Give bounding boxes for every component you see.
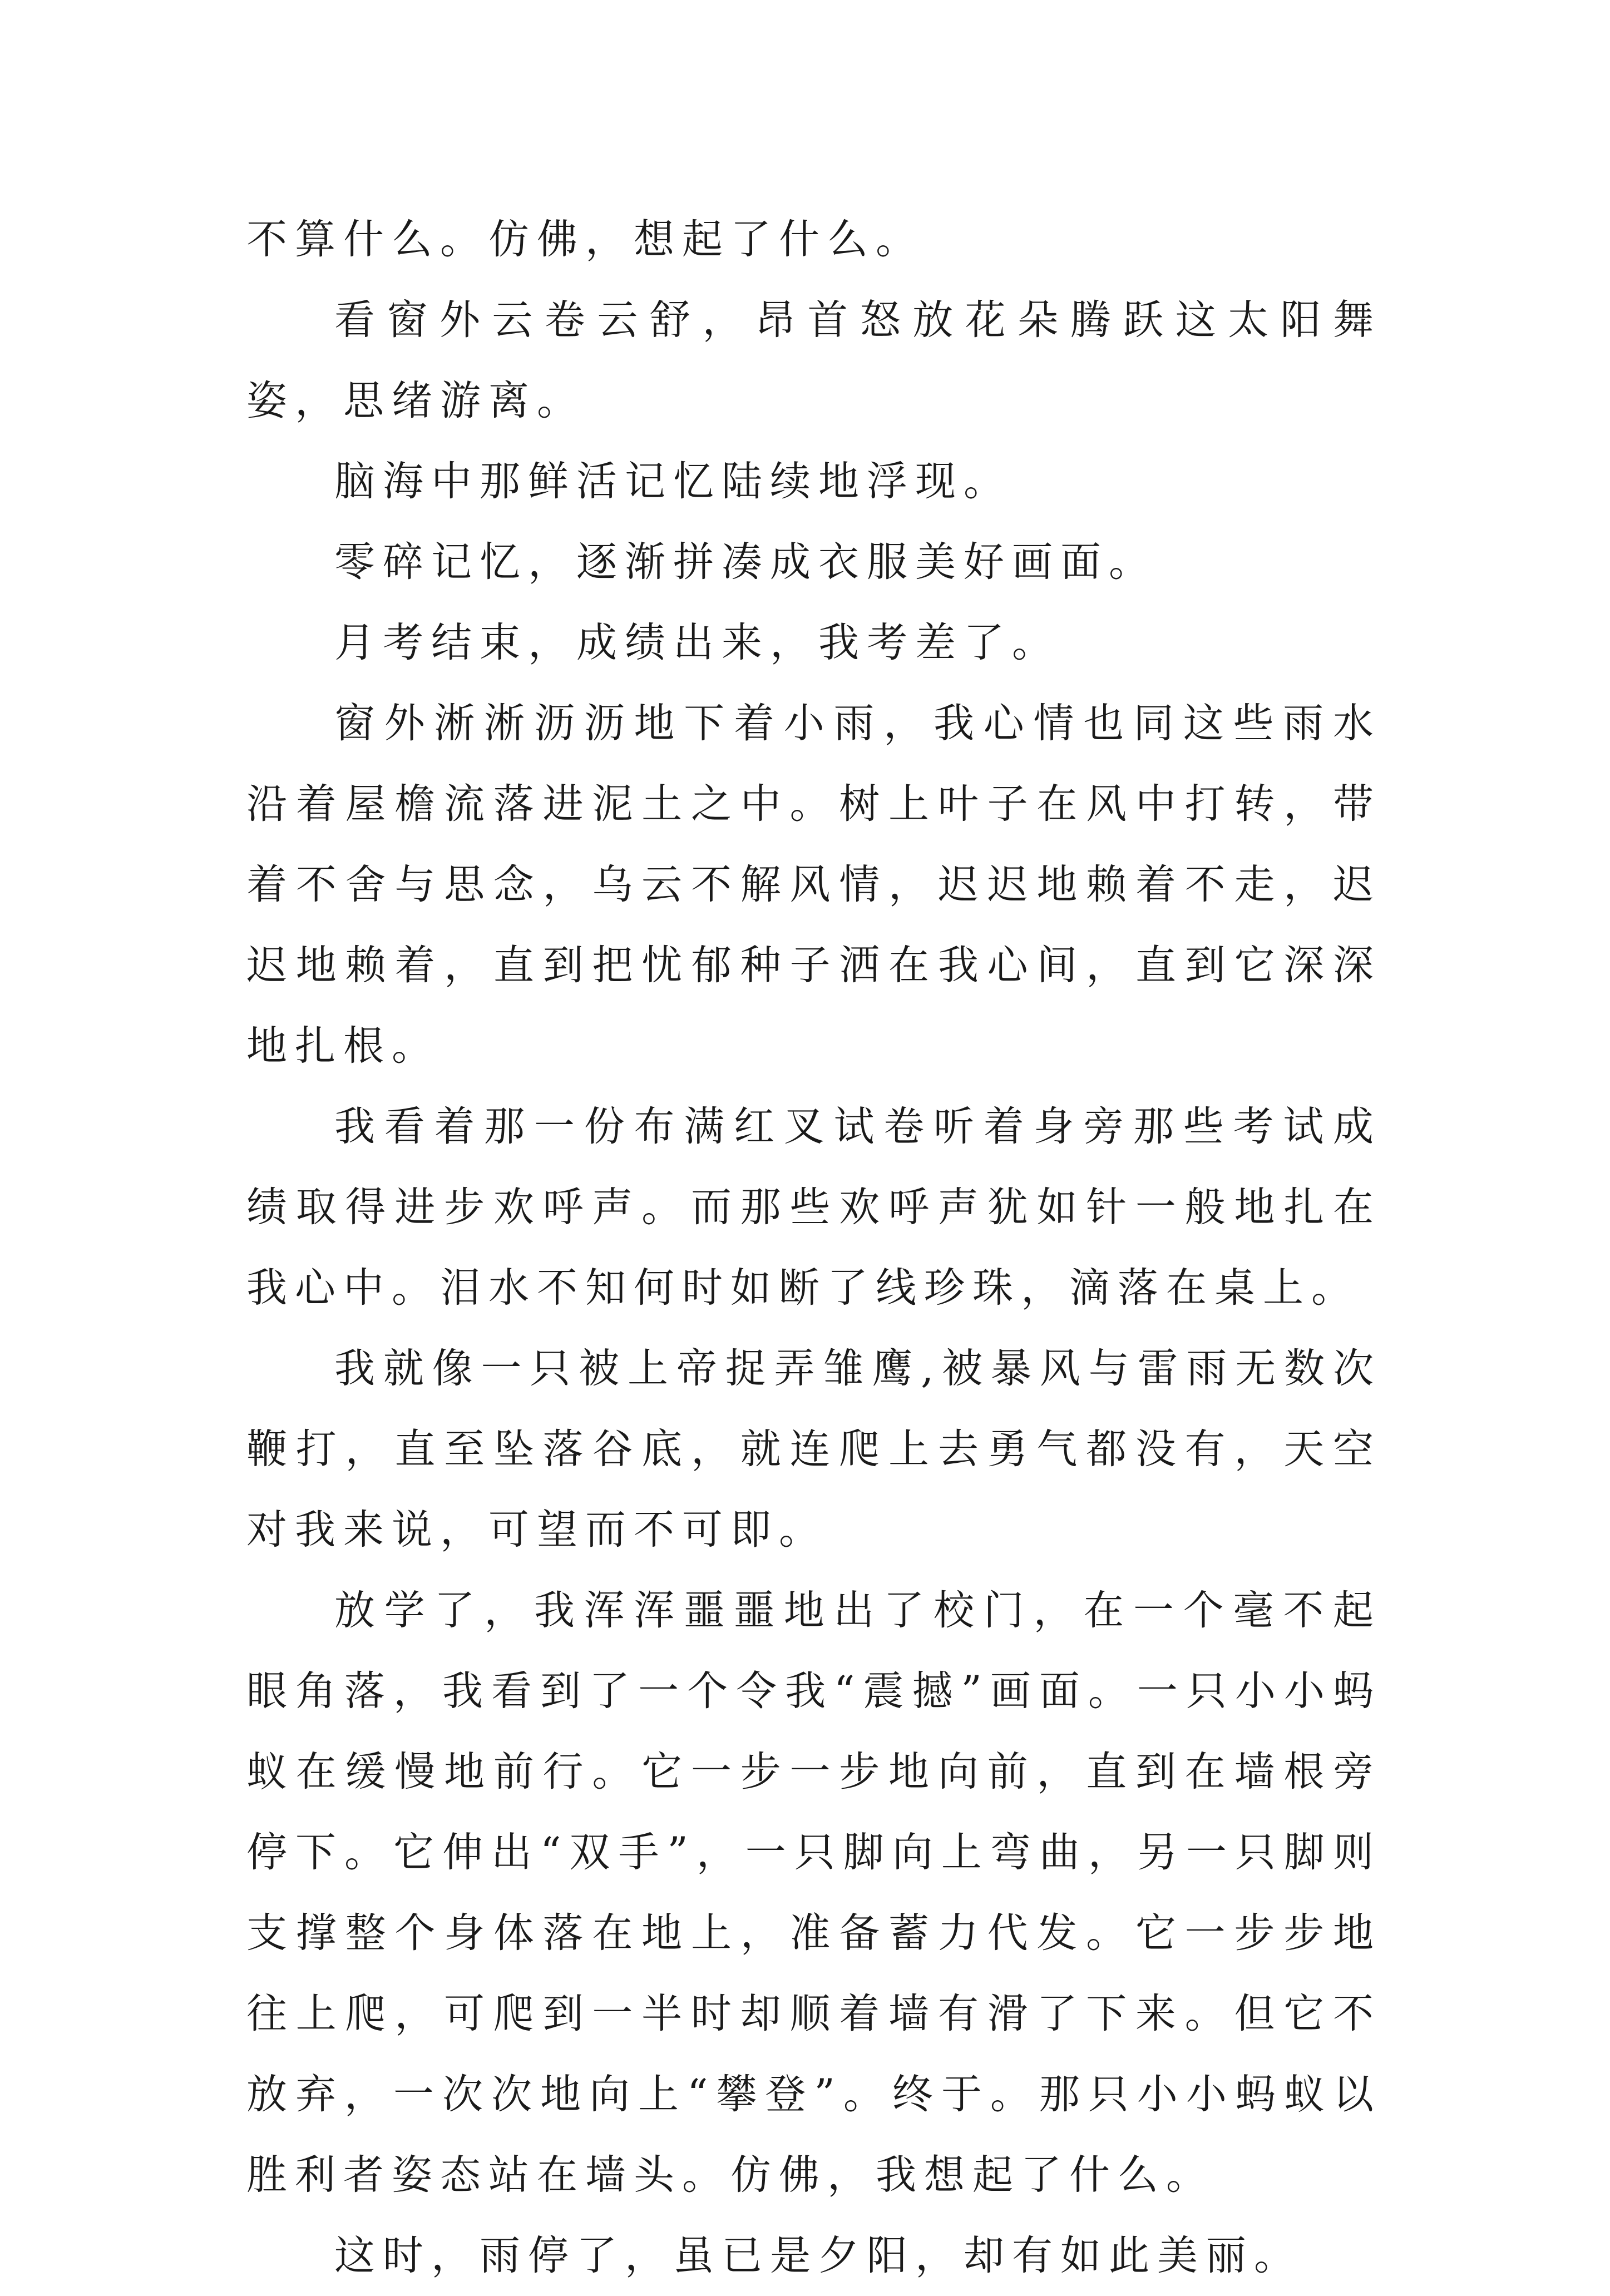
paragraph-10: 这时，雨停了，虽已是夕阳，却有如此美丽。 xyxy=(334,2232,1302,2279)
paragraph-9: 放学了，我浑浑噩噩地出了校门，在一个毫不起眼角落，我看到了一个令我“震撼”画面。一只小小蚂蚁在缓慢地前行。它一步一步地向前，直到在墙根旁停下。它伸出“双手”，一只脚向上弯曲，另一只脚则支撑整个身体落在地上，准备蓄力代发。它一步步地往上爬，可爬到一半时却顺着墙有滑了下来。但它不放弃，一次次地向上“攀登”。终于。那只小小蚂蚁以胜利者姿态站在墙头。仿佛，我想起了什么。 xyxy=(246,1587,1381,2199)
paragraph-3: 脑海中那鲜活记忆陆续地浮现。 xyxy=(334,458,1012,505)
paragraph-2: 看窗外云卷云舒，昂首怒放花朵腾跃这太阳舞姿，思绪游离。 xyxy=(246,296,1381,424)
paragraph-5: 月考结束，成绩出来，我考差了。 xyxy=(334,619,1060,666)
paragraph-4: 零碎记忆，逐渐拼凑成衣服美好画面。 xyxy=(334,538,1157,586)
paragraph-8: 我就像一只被上帝捉弄雏鹰,被暴风与雷雨无数次鞭打，直至坠落谷底，就连爬上去勇气都没有，天空对我来说，可望而不可即。 xyxy=(246,1345,1381,1553)
paragraph-1: 不算什么。仿佛，想起了什么。 xyxy=(246,216,924,263)
paragraph-7: 我看着那一份布满红叉试卷听着身旁那些考试成绩取得进步欢呼声。而那些欢呼声犹如针一般地扎在我心中。泪水不知何时如断了线珍珠，滴落在桌上。 xyxy=(246,1103,1381,1312)
document-body xyxy=(246,199,1381,2296)
paragraph-6: 窗外淅淅沥沥地下着小雨，我心情也同这些雨水沿着屋檐流落进泥土之中。树上叶子在风中打转，带着不舍与思念，乌云不解风情，迟迟地赖着不走，迟迟地赖着，直到把忧郁种子洒在我心间，直到它深深地扎根。 xyxy=(246,700,1381,1070)
